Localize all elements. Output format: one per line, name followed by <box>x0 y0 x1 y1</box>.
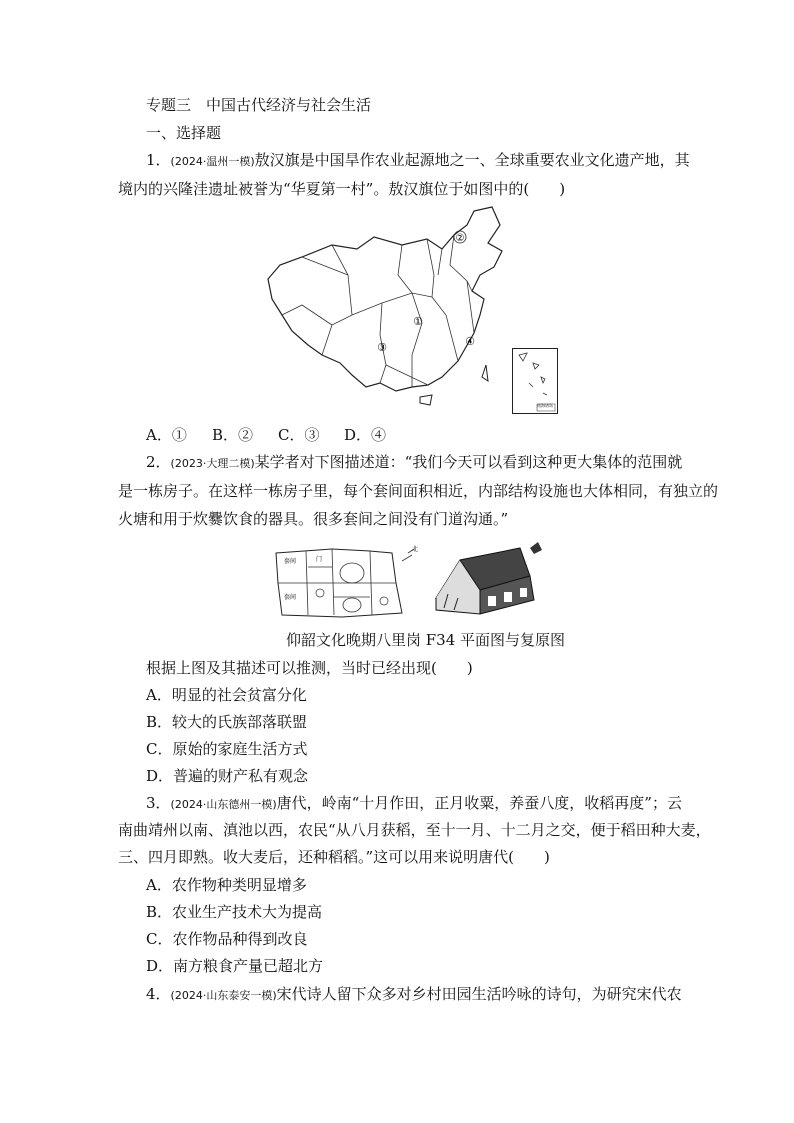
south-sea-inset <box>512 348 558 414</box>
q1-option-d: D．④ <box>344 426 387 444</box>
q3-line-2: 南曲靖州以南、滇池以西，农民“从八月获稻，至十一月、十二月之交，便于稻田种大麦， <box>118 821 711 839</box>
q4-number: 4． <box>146 985 171 1003</box>
q2-option-b: B．较大的氏族部落联盟 <box>146 713 308 731</box>
q3-option-c: C．农作物品种得到改良 <box>146 930 308 948</box>
q3-number: 3． <box>146 794 171 812</box>
q1-source: (2024·温州一模) <box>170 155 255 168</box>
q3-option-a: A．农作物种类明显增多 <box>146 876 307 894</box>
q1-number: 1． <box>146 151 171 169</box>
q4-text-1: 宋代诗人留下众多对乡村田园生活吟咏的诗句，为研究宋代农 <box>276 985 682 1003</box>
q1-option-a: A．① <box>146 426 187 444</box>
q2-number: 2． <box>146 453 171 471</box>
section-heading: 一、选择题 <box>146 124 222 142</box>
q1-line-1 <box>146 150 690 172</box>
q2-option-c: C．原始的家庭生活方式 <box>146 740 308 758</box>
q3-source: (2024·山东德州一模) <box>170 798 277 811</box>
map-marker-1: ① <box>413 315 423 328</box>
q1-text-1: 敖汉旗是中国旱作农业起源地之一、全球重要农业文化遗产地，其 <box>254 151 690 169</box>
floor-plan-figure <box>272 543 420 621</box>
figure-caption: 仰韶文化晚期八里岗 F34 平面图与复原图 <box>286 631 566 649</box>
q3-line-1 <box>146 793 682 815</box>
map-marker-2: ② <box>455 233 465 244</box>
q3-option-b: B．农业生产技术大为提高 <box>146 903 323 921</box>
q2-line-3: 火塘和用于炊爨饮食的器具。很多套间之间没有门道沟通。” <box>118 510 509 528</box>
q2-line-2: 是一栋房子。在这样一栋房子里，每个套间面积相近，内部结构设施也大体相同，有独立的 <box>118 482 719 500</box>
map-marker-4: ④ <box>465 335 475 348</box>
q4-line-1 <box>146 984 682 1006</box>
plan-label-suite-a: 套间 <box>284 558 297 565</box>
page-title: 专题三 中国古代经济与社会生活 <box>146 96 372 114</box>
inset-label: 南海诸岛 <box>537 403 553 408</box>
plan-label-door: 门 <box>316 556 323 563</box>
q1-option-c: C．③ <box>278 426 320 444</box>
plan-label-north: 北 <box>412 546 419 553</box>
house-reconstruction-figure <box>430 538 548 622</box>
plan-label-suite-b: 套间 <box>284 594 297 601</box>
q3-text-1: 唐代，岭南“十月作田，正月收粟，养蚕八度，收稻再度”；云 <box>276 794 682 812</box>
q3-line-3: 三、四月即熟。收大麦后，还种稻稻。”这可以用来说明唐代( ) <box>118 848 550 866</box>
q2-option-a: A．明显的社会贫富分化 <box>146 686 307 704</box>
map-marker-3: ③ <box>377 341 387 354</box>
q1-line-2: 境内的兴隆洼遗址被誉为“华夏第一村”。敖汉旗位于如图中的( ) <box>118 180 566 198</box>
q3-option-d: D．南方粮食产量已超北方 <box>146 957 324 975</box>
q2-stem: 根据上图及其描述可以推测，当时已经出现( ) <box>146 659 473 677</box>
q2-line-1 <box>146 452 682 474</box>
q1-option-b: B．② <box>212 426 254 444</box>
q4-source: (2024·山东泰安一模) <box>170 989 277 1002</box>
q2-option-d: D．普遍的财产私有观念 <box>146 767 309 785</box>
q2-text-1: 某学者对下图描述道：“我们今天可以看到这种更大集体的范围就 <box>254 453 683 471</box>
q2-source: (2023·大理二模) <box>170 457 255 470</box>
